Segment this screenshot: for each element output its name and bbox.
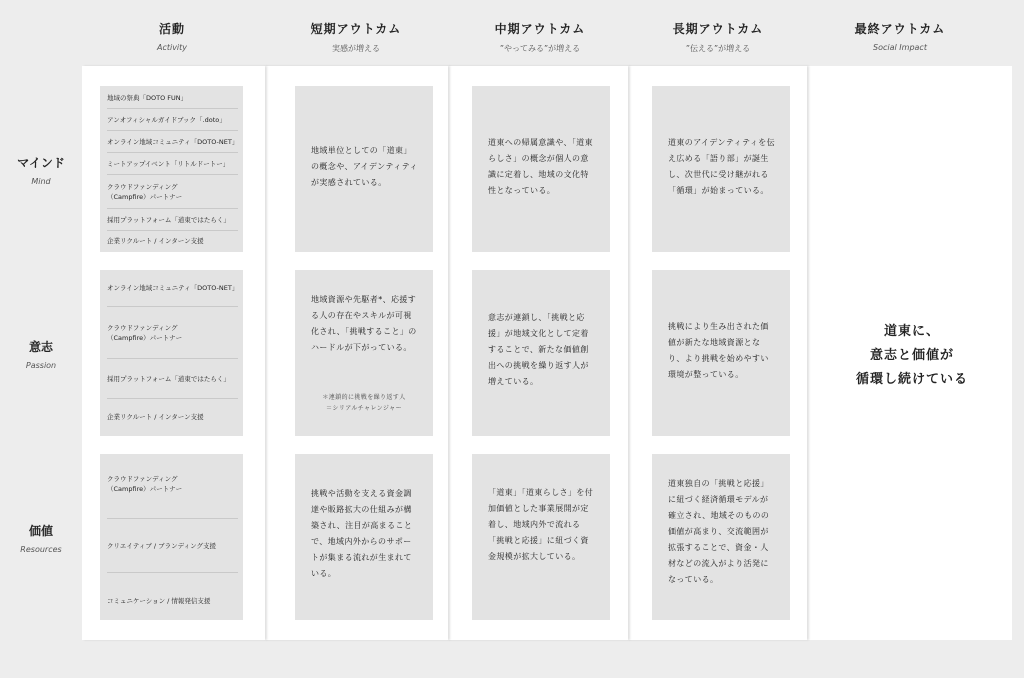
card-text: 挑戦や活動を支える資金調達や販路拡大の仕組みが構築され、注目が高まることで、地域内外からのサポートが集まる流れが生まれている。	[311, 489, 413, 578]
header-title: 長期アウトカム	[672, 22, 764, 36]
activity-item: 企業リクルート / インターン支援	[107, 230, 238, 251]
activity-item: ミートアップイベント「リトルドートー」	[107, 152, 238, 175]
row-subtitle: Passion	[25, 361, 57, 370]
long-term-card-resources	[652, 454, 790, 620]
mid-term-card-resources	[472, 454, 610, 620]
card-text: 道東独自の「挑戦と応援」に紐づく経済循環モデルが確立され、地域そのものの価値が高まり、交流範囲が拡張することで、資金・人材などの流入がより活発になっている。	[668, 479, 770, 584]
header-subtitle: Activity	[156, 43, 188, 52]
row-title: 価値	[28, 524, 53, 538]
activity-item: クラウドファンディング （Campfire）パートナー	[107, 475, 183, 493]
short-term-card-mind	[295, 86, 433, 252]
activity-box-mind	[100, 86, 243, 252]
row-subtitle: Mind	[31, 177, 51, 186]
header-activity	[92, 20, 252, 52]
header-subtitle: ”やってみる”が増える	[499, 44, 581, 53]
activity-item: コミュニケーション / 情報発信支援	[107, 572, 238, 620]
header-title: 活動	[158, 22, 185, 36]
row-label-mind	[0, 154, 82, 186]
header-title: 中期アウトカム	[494, 22, 586, 36]
header-title: 最終アウトカム	[854, 22, 946, 36]
card-text: 「道東」「道東らしさ」を付加価値とした事業展開が定着し、地域内外で流れる「挑戦と応援」に紐づく資金規模が拡大している。	[488, 488, 594, 561]
card-text: 挑戦により生み出された価値が新たな地域資源となり、より挑戦を始めやすい環境が整っている。	[668, 322, 769, 379]
row-title: 意志	[28, 340, 53, 354]
final-outcome-text: 道東に、 意志と価値が 循環し続けている	[855, 324, 968, 387]
activity-item: クラウドファンディング （Campfire）パートナー	[107, 174, 238, 209]
short-term-card-passion	[295, 270, 433, 436]
activity-item: オンライン地域コミュニティ「DOTO-NET」	[107, 284, 239, 292]
header-final	[820, 20, 980, 52]
long-term-card-passion	[652, 270, 790, 436]
activity-item: オンライン地域コミュニティ「DOTO-NET」	[107, 130, 238, 153]
card-footnote: ＊連鎖的に挑戦を繰り返す人 ＝シリアルチャレンジャー	[322, 394, 406, 412]
activity-box-resources	[100, 454, 243, 620]
row-title: マインド	[17, 156, 65, 170]
activity-item: クリエイティブ / ブランディング支援	[107, 518, 238, 573]
header-title: 短期アウトカム	[310, 22, 402, 36]
long-term-card-mind	[652, 86, 790, 252]
card-text: 道東への帰属意識や、「道東らしさ」の概念が個人の意識に定着し、地域の文化特性となっている。	[488, 138, 594, 195]
row-label-passion	[0, 338, 82, 370]
row-subtitle: Resources	[20, 545, 62, 554]
mid-term-card-mind	[472, 86, 610, 252]
header-mid-term	[460, 20, 620, 54]
activity-item: アンオフィシャルガイドブック「.doto」	[107, 108, 238, 131]
short-term-card-resources	[295, 454, 433, 620]
activity-item: 採用プラットフォーム「道東ではたらく」	[107, 208, 238, 231]
card-text: 道東のアイデンティティを伝え広める「語り部」が誕生し、次世代に受け継がれる「循環」が始まっている。	[668, 138, 776, 195]
activity-box-passion	[100, 270, 243, 436]
activity-item: 企業リクルート / インターン支援	[107, 398, 238, 435]
header-subtitle: 実感が増える	[332, 44, 380, 53]
card-text: 地域資源や先駆者*、応援する人の存在やスキルが可視化され、「挑戦すること」のハードルが下がっている。	[311, 295, 417, 352]
row-label-resources	[0, 522, 82, 554]
activity-item: 採用プラットフォーム「道東ではたらく」	[107, 358, 238, 399]
card-text: 地域単位としての「道東」の概念や、アイデンティティが実感されている。	[311, 146, 418, 187]
header-subtitle: ”伝える”が増える	[685, 44, 751, 53]
mid-term-card-passion	[472, 270, 610, 436]
card-text: 意志が連鎖し、「挑戦と応援」が地域文化として定着することで、新たな価値創出への挑戦を繰り返す人が増えている。	[488, 313, 589, 386]
header-short-term	[276, 20, 436, 54]
header-subtitle: Social Impact	[873, 43, 927, 52]
activity-item: 地域の祭典「DOTO FUN」	[107, 94, 188, 102]
activity-item: クラウドファンディング （Campfire）パートナー	[107, 306, 238, 359]
header-long-term	[638, 20, 798, 54]
